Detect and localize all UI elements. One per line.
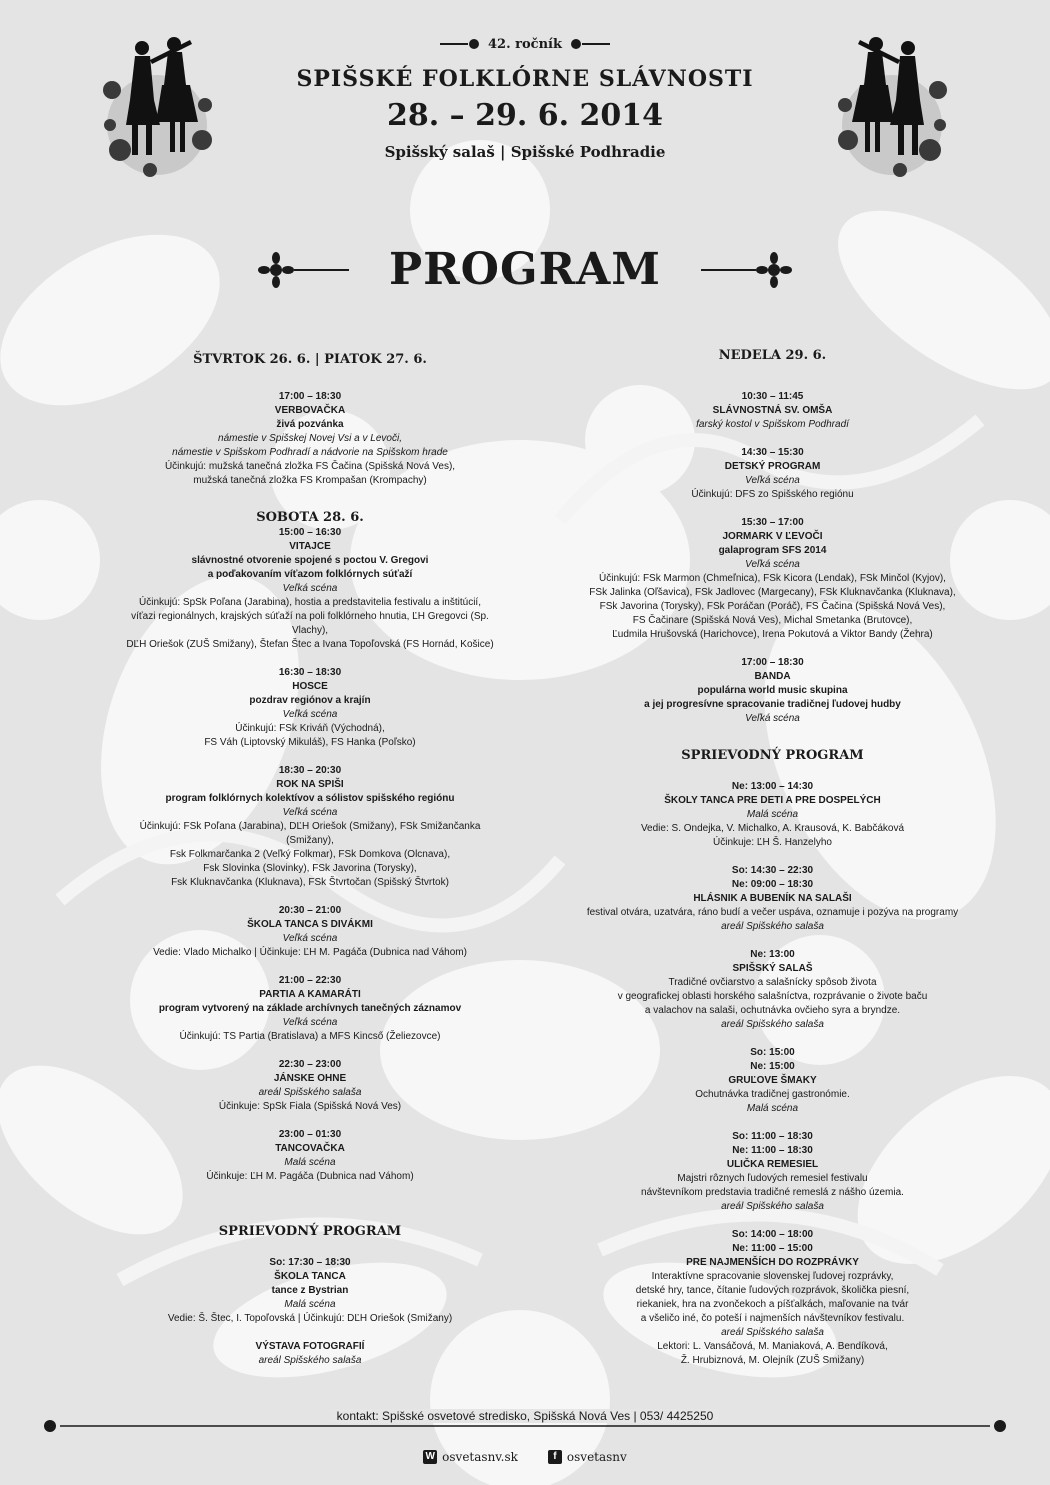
- event-time: 22:30 – 23:00: [278, 1059, 342, 1070]
- event-spissky-salas: [560, 948, 985, 1032]
- flower-ornament-icon: [756, 252, 792, 288]
- event-subtitle: slávnostné otvorenie spojené s poctou V. Gregovi: [191, 555, 429, 566]
- event-venue: Malá scéna: [746, 809, 799, 820]
- event-name: ŠKOLA TANCA: [274, 1271, 346, 1282]
- event-venue: Veľká scéna: [745, 713, 800, 724]
- ornament-right: [701, 252, 792, 288]
- section-heading: SPRIEVODNÝ PROGRAM: [681, 748, 864, 763]
- event-time: 16:30 – 18:30: [278, 667, 342, 678]
- event-description: Tradičné ovčiarstvo a salašnícky spôsob života: [668, 977, 877, 988]
- event-description: a valachov na salaši, ochutnávka ovčieho syra a bryndze.: [644, 1005, 901, 1016]
- program-title: PROGRAM: [389, 244, 661, 295]
- event-description: Interaktívne spracovanie slovenskej ľudovej rozprávky,: [651, 1271, 894, 1282]
- web-icon: W: [423, 1450, 437, 1464]
- event-venue: námestie v Spišskej Novej Vsi a v Levoči,: [218, 433, 402, 444]
- event-performers: Účinkujú: SpSk Poľana (Jarabina), hostia a predstavitelia festivalu a inštitúcií,: [139, 597, 481, 608]
- event-performers: FS Čačinare (Spišská Nová Ves), Michal Smetanka (Brutovce),: [632, 615, 913, 626]
- festival-dates: 28. – 29. 6. 2014: [387, 98, 663, 133]
- event-time: 20:30 – 21:00: [278, 905, 342, 916]
- event-performers: Účinkujú: FSk Marmon (Chmeľnica), FSk Kicora (Lendak), FSk Minčol (Kyjov),: [599, 573, 946, 584]
- event-venue: areál Spišského salaša: [721, 921, 824, 932]
- event-lecturers: Lektori: L. Vansáčová, M. Maniaková, A. Bendíková,: [657, 1341, 888, 1352]
- event-name: GRUĽOVE ŠMAKY: [728, 1075, 817, 1086]
- event-description: návštevníkom predstavia tradičné remeslá z nášho územia.: [641, 1187, 904, 1198]
- event-omsa: [560, 390, 985, 432]
- event-venue: Veľká scéna: [282, 933, 338, 944]
- facebook-icon: f: [548, 1450, 562, 1464]
- event-name: VÝSTAVA FOTOGRAFIÍ: [255, 1341, 365, 1352]
- event-subtitle: program folklórnych kolektívov a sólistov spišského regiónu: [165, 793, 455, 804]
- event-name: TANCOVAČKA: [275, 1143, 345, 1154]
- event-name: SLÁVNOSTNÁ SV. OMŠA: [712, 405, 833, 416]
- event-description: Majstri rôznych ľudových remesiel festivalu: [677, 1173, 868, 1184]
- event-venue: Veľká scéna: [282, 583, 338, 594]
- event-performers: Účinkuje: SpSk Fiala (Spišská Nová Ves): [218, 1101, 402, 1112]
- event-name: PARTIA A KAMARÁTI: [259, 989, 361, 1000]
- event-performers: Vedie: S. Ondejka, V. Michalko, A. Krausová, K. Babčáková: [640, 823, 905, 834]
- event-performers: Účinkujú: FSk Kriváň (Východná),: [235, 723, 385, 734]
- event-name: BANDA: [754, 671, 791, 682]
- event-grulove-smaky: [560, 1046, 985, 1116]
- event-venue: farský kostol v Spišskom Podhradí: [696, 419, 849, 430]
- event-tancovacka: [120, 1128, 500, 1184]
- contact-text: kontakt: Spišské osvetové stredisko, Spišská Nová Ves | 053/ 4425250: [331, 1409, 720, 1423]
- ornament-icon: [570, 38, 610, 50]
- event-performers: DĽH Oriešok (ZUŠ Smižany), Štefan Štec a Ivana Topoľovská (FS Hornád, Košice): [126, 639, 494, 650]
- event-venue: Veľká scéna: [745, 475, 800, 486]
- event-venue: Veľká scéna: [745, 559, 800, 570]
- event-performers: víťazi regionálnych, krajských súťaží na poli folklórneho hnutia, ĽH Gregovci (Sp. Vlachy),: [131, 611, 489, 636]
- left-column: [120, 352, 500, 1382]
- event-skoly-tanca: [560, 780, 985, 850]
- event-venue: areál Spišského salaša: [258, 1355, 362, 1366]
- edition: 42. ročník: [488, 36, 562, 52]
- event-name: SPIŠSKÝ SALAŠ: [732, 963, 813, 974]
- event-subtitle: pozdrav regiónov a krajín: [249, 695, 371, 706]
- event-time: So: 14:30 – 22:30: [731, 865, 814, 876]
- event-subtitle: a poďakovaním víťazom folklórnych súťaží: [207, 569, 413, 580]
- event-venue: Malá scéna: [284, 1157, 336, 1168]
- event-performers: FSk Jalinka (Oľšavica), FSk Jadlovec (Margecany), FSk Kluknavčanka (Kluknava),: [589, 587, 956, 598]
- day-heading: ŠTVRTOK 26. 6. | PIATOK 27. 6.: [193, 352, 427, 367]
- facebook-link[interactable]: [548, 1450, 627, 1464]
- event-subtitle: a jej progresívne spracovanie tradičnej ľudovej hudby: [644, 699, 901, 710]
- event-venue: areál Spišského salaša: [721, 1201, 824, 1212]
- event-description: Ochutnávka tradičnej gastronómie.: [695, 1089, 850, 1100]
- event-time: 15:00 – 16:30: [278, 527, 342, 538]
- right-column: [560, 348, 985, 1382]
- event-time: 15:30 – 17:00: [741, 517, 804, 528]
- ornament-icon: [440, 38, 480, 50]
- day-heading: NEDELA 29. 6.: [718, 348, 827, 363]
- facebook-label: osvetasnv: [566, 1450, 627, 1464]
- event-janske-ohne: [120, 1058, 500, 1114]
- event-skola-tanca: [120, 904, 500, 960]
- event-description: a všeličo iné, čo poteší i najmenších návštevníkov festivalu.: [640, 1313, 905, 1324]
- event-name: ULIČKA REMESIEL: [726, 1159, 819, 1170]
- event-description: riekaniek, hra na zvončekoch a píšťalkách, maľovanie na tvár: [636, 1299, 909, 1310]
- event-time: So: 11:00 – 18:30: [732, 1131, 813, 1142]
- festival-header: [0, 34, 1050, 161]
- web-link[interactable]: [423, 1450, 518, 1464]
- event-performers: FS Váh (Liptovský Mikuláš), FS Hanka (Poľsko): [204, 737, 416, 748]
- event-vitajce: [120, 526, 500, 652]
- event-subtitle: galaprogram SFS 2014: [718, 545, 827, 556]
- event-banda: [560, 656, 985, 726]
- event-time: So: 15:00: [750, 1047, 795, 1058]
- day-heading: SOBOTA 28. 6.: [256, 510, 364, 525]
- event-name: PRE NAJMENŠÍCH DO ROZPRÁVKY: [686, 1257, 859, 1268]
- event-subtitle: program vytvorený na základe archívnych tanečných záznamov: [158, 1003, 462, 1014]
- web-label: osvetasnv.sk: [442, 1450, 518, 1464]
- event-hosce: [120, 666, 500, 750]
- event-performers: Vedie: Vlado Michalko | Účinkuje: ĽH M. Pagáča (Dubnica nad Váhom): [153, 947, 467, 958]
- event-time: 10:30 – 11:45: [741, 391, 804, 402]
- event-performers: Vedie: Š. Štec, I. Topoľovská | Účinkujú: DĽH Oriešok (Smižany): [167, 1313, 453, 1324]
- event-name: ROK NA SPIŠI: [276, 779, 344, 790]
- event-name: VERBOVAČKA: [274, 405, 346, 416]
- event-subtitle: populárna world music skupina: [697, 685, 848, 696]
- event-venue: Veľká scéna: [282, 1017, 338, 1028]
- event-rok-na-spisi: [120, 764, 500, 890]
- event-skola-tanca-bystrany: [120, 1256, 500, 1326]
- event-performers: FSk Javorina (Torysky), FSk Poráčan (Poráč), FS Čačina (Spišská Nová Ves),: [599, 601, 946, 612]
- event-time: 18:30 – 20:30: [278, 765, 342, 776]
- section-heading: SPRIEVODNÝ PROGRAM: [218, 1224, 402, 1239]
- ornament-left: [258, 252, 349, 288]
- event-venue: Malá scéna: [284, 1299, 336, 1310]
- event-performers: Účinkujú: FSk Poľana (Jarabina), DĽH Oriešok (Smižany), FSk Smižančanka (Smižany),: [139, 821, 481, 846]
- event-performers: Účinkujú: DFS zo Spišského regiónu: [691, 489, 854, 500]
- event-time: Ne: 11:00 – 18:30: [732, 1145, 813, 1156]
- event-venue: Veľká scéna: [282, 807, 338, 818]
- event-description: detské hry, tance, čítanie ľudových rozprávok, školička piesní,: [635, 1285, 910, 1296]
- event-name: JORMARK V ĽEVOČI: [722, 531, 823, 542]
- event-performers: mužská tanečná zložka FS Krompašan (Krompachy): [193, 475, 427, 486]
- event-name: HOSCE: [292, 681, 328, 692]
- event-performers: Fsk Kluknavčanka (Kluknava), FSk Štvrtočan (Spišský Štvrtok): [171, 877, 449, 888]
- event-name: JÁNSKE OHNE: [273, 1073, 347, 1084]
- event-description: festival otvára, uzatvára, ráno budí a večer uspáva, oznamuje i pozýva na programy: [586, 907, 959, 918]
- event-name: ŠKOLA TANCA S DIVÁKMI: [247, 919, 373, 930]
- event-lecturers: Ž. Hrubiznová, M. Olejník (ZUŠ Smižany): [680, 1355, 865, 1366]
- event-venue: areál Spišského salaša: [258, 1087, 362, 1098]
- festival-title: SPIŠSKÉ FOLKLÓRNE SLÁVNOSTI: [296, 66, 754, 92]
- event-subtitle: živá pozvánka: [276, 419, 344, 430]
- event-partia: [120, 974, 500, 1044]
- event-venue: areál Spišského salaša: [721, 1019, 824, 1030]
- event-name: DETSKÝ PROGRAM: [724, 461, 821, 472]
- event-verbovacka: [120, 390, 500, 488]
- event-performers: Účinkujú: mužská tanečná zložka FS Čačina (Spišská Nová Ves),: [164, 461, 456, 472]
- event-name: VITAJCE: [289, 541, 331, 552]
- event-venue: areál Spišského salaša: [721, 1327, 824, 1338]
- event-time: Ne: 09:00 – 18:30: [731, 879, 814, 890]
- event-performers: Účinkujú: TS Partia (Bratislava) a MFS Kincső (Želiezovce): [179, 1031, 441, 1042]
- event-time: Ne: 13:00: [750, 949, 795, 960]
- event-venue: Malá scéna: [746, 1103, 799, 1114]
- event-description: v geografickej oblasti horského salašníctva, rozprávanie o živote baču: [617, 991, 928, 1002]
- event-name: HLÁSNIK A BUBENÍK NA SALAŠI: [693, 893, 852, 904]
- event-time: So: 17:30 – 18:30: [269, 1257, 351, 1268]
- social-links: [0, 1450, 1050, 1464]
- event-time: 17:00 – 18:30: [278, 391, 342, 402]
- event-time: Ne: 15:00: [750, 1061, 795, 1072]
- event-performers: Fsk Folkmarčanka 2 (Veľký Folkmar), FSk Domkova (Olcnava),: [169, 849, 451, 860]
- flower-ornament-icon: [258, 252, 294, 288]
- event-time: Ne: 13:00 – 14:30: [731, 781, 814, 792]
- event-name: ŠKOLY TANCA PRE DETI A PRE DOSPELÝCH: [664, 795, 881, 806]
- event-hlasnik: [560, 864, 985, 934]
- event-jormark: [560, 516, 985, 642]
- event-venue: námestie v Spišskom Podhradí a nádvorie na Spišskom hrade: [172, 447, 448, 458]
- festival-place: Spišský salaš | Spišské Podhradie: [384, 143, 666, 161]
- event-time: Ne: 11:00 – 15:00: [732, 1243, 813, 1254]
- contact-line: [0, 1409, 1050, 1423]
- event-time: 17:00 – 18:30: [741, 657, 804, 668]
- event-venue: Veľká scéna: [282, 709, 338, 720]
- event-pre-najmensich: [560, 1228, 985, 1368]
- event-performers: Účinkuje: ĽH M. Pagáča (Dubnica nad Váhom): [206, 1171, 414, 1182]
- event-time: 14:30 – 15:30: [741, 447, 804, 458]
- event-performers: Účinkuje: ĽH Š. Hanzelyho: [713, 837, 832, 848]
- event-subtitle: tance z Bystrian: [271, 1285, 349, 1296]
- event-time: 21:00 – 22:30: [278, 975, 342, 986]
- event-detsky-program: [560, 446, 985, 502]
- event-time: So: 14:00 – 18:00: [731, 1229, 814, 1240]
- event-ulicka-remesiel: [560, 1130, 985, 1214]
- event-time: 23:00 – 01:30: [278, 1129, 342, 1140]
- event-vystava: [120, 1340, 500, 1368]
- event-performers: Ľudmila Hrušovská (Harichovce), Irena Pokutová a Viktor Bandy (Žehra): [612, 629, 933, 640]
- event-performers: Fsk Slovinka (Slovinky), FSk Javorina (Torysky),: [203, 863, 417, 874]
